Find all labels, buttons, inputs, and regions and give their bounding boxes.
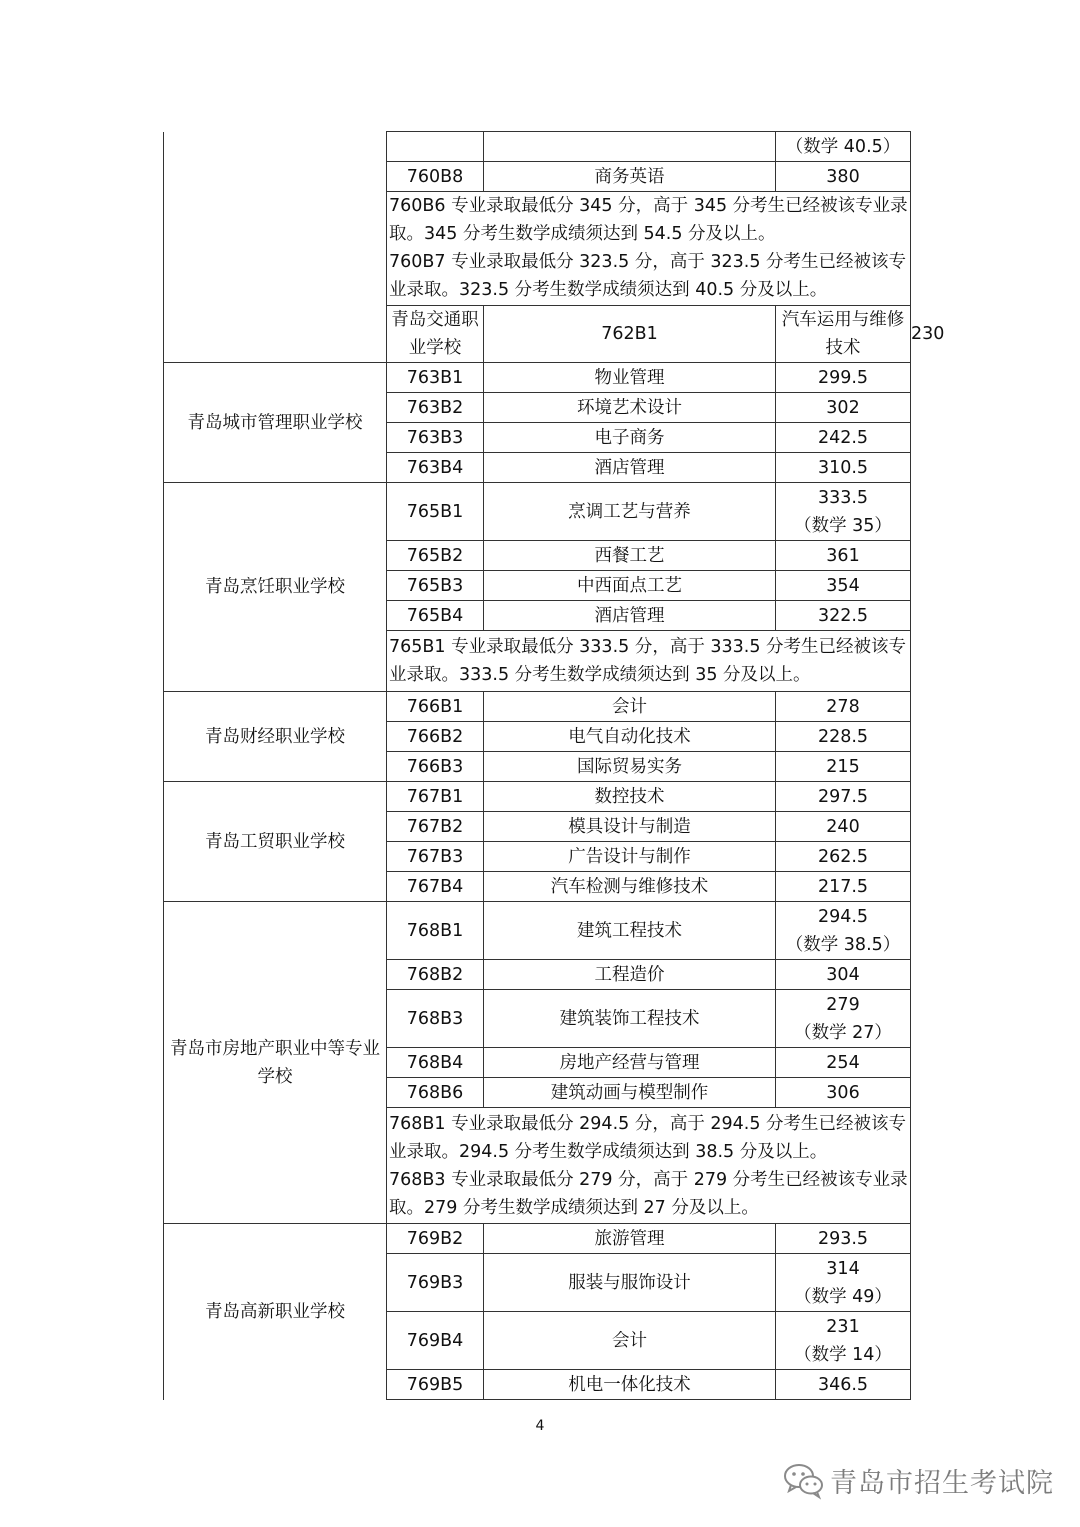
major-cell: 会计 [484,1312,776,1370]
major-cell: 西餐工艺 [484,541,776,571]
table-row [164,132,911,162]
code-cell: 763B4 [387,453,484,483]
score-cell: 278 [776,692,911,722]
score-cell: 254 [776,1048,911,1078]
score-cell: 215 [776,752,911,782]
code-cell: 768B1 [387,902,484,960]
table-row [164,902,911,960]
code-cell: 767B1 [387,782,484,812]
watermark [782,1458,1062,1502]
score-cell: 217.5 [776,872,911,902]
school-cell: 青岛市房地产职业中等专业学校 [164,902,387,1224]
score-cell: 297.5 [776,782,911,812]
table-row [164,363,911,393]
code-cell [387,132,484,162]
major-cell: 商务英语 [484,162,776,192]
score-cell: 354 [776,571,911,601]
score-cell: 322.5 [776,601,911,631]
major-cell: 国际贸易实务 [484,752,776,782]
score-cell: 310.5 [776,453,911,483]
code-cell: 763B1 [387,363,484,393]
note-text: 768B1 专业录取最低分 294.5 分，高于 294.5 分考生已经被该专业录取。294.5 分考生数学成绩须达到 38.5 分及以上。 [389,1113,907,1162]
code-cell: 763B3 [387,423,484,453]
note-cell [387,1108,911,1224]
major-cell: 汽车检测与维修技术 [484,872,776,902]
math-requirement: （数学 38.5） [785,934,901,955]
note-text: 760B6 专业录取最低分 345 分，高于 345 分考生已经被该专业录取。345 分考生数学成绩须达到 54.5 分及以上。 [389,196,908,244]
code-cell: 767B4 [387,872,484,902]
score-cell [776,1254,911,1312]
score-cell: 262.5 [776,842,911,872]
admission-score-table [163,131,945,1400]
page-number: 4 [535,1418,545,1434]
school-cell: 青岛财经职业学校 [164,692,387,782]
code-cell: 766B2 [387,722,484,752]
math-requirement: （数学 35） [794,515,892,536]
major-cell: 会计 [484,692,776,722]
score-cell: 302 [776,393,911,423]
score-cell: 228.5 [776,722,911,752]
score-value: 333.5 [817,487,869,508]
note-text: 765B1 专业录取最低分 333.5 分，高于 333.5 分考生已经被该专业录取。333.5 分考生数学成绩须达到 35 分及以上。 [389,637,907,685]
major-cell: 服装与服饰设计 [484,1254,776,1312]
major-cell: 建筑工程技术 [484,902,776,960]
school-cell: 青岛高新职业学校 [164,1224,387,1400]
major-cell: 机电一体化技术 [484,1370,776,1400]
table-row: 青岛交通职业学校 762B1 汽车运用与维修技术 230 [164,306,911,363]
score-cell: 380 [776,162,911,192]
code-cell: 768B6 [387,1078,484,1108]
score-value: 294.5 [817,906,869,927]
code-cell: 765B2 [387,541,484,571]
score-cell [776,132,911,162]
code-cell: 768B2 [387,960,484,990]
code-cell: 769B5 [387,1370,484,1400]
code-cell: 768B3 [387,990,484,1048]
wechat-icon [782,1460,826,1500]
score-cell [776,483,911,541]
major-cell: 酒店管理 [484,601,776,631]
score-cell: 293.5 [776,1224,911,1254]
math-requirement: （数学 49） [794,1286,892,1307]
note-text: 760B7 专业录取最低分 323.5 分，高于 323.5 分考生已经被该专业录取。323.5 分考生数学成绩须达到 40.5 分及以上。 [389,252,907,300]
major-cell: 旅游管理 [484,1224,776,1254]
school-cell: 青岛烹饪职业学校 [164,483,387,692]
code-cell: 769B4 [387,1312,484,1370]
score-value: 231 [826,1316,860,1337]
major-cell [484,132,776,162]
code-cell: 763B2 [387,393,484,423]
major-cell: 广告设计与制作 [484,842,776,872]
major-cell: 模具设计与制造 [484,812,776,842]
math-requirement: （数学 40.5） [785,136,901,157]
code-cell: 766B3 [387,752,484,782]
major-cell: 烹调工艺与营养 [484,483,776,541]
school-cell: 青岛城市管理职业学校 [164,363,387,483]
code-cell: 767B2 [387,812,484,842]
major-cell: 酒店管理 [484,453,776,483]
code-cell: 766B1 [387,692,484,722]
table-row [164,692,911,722]
score-cell: 242.5 [776,423,911,453]
major-cell: 建筑装饰工程技术 [484,990,776,1048]
code-cell: 769B3 [387,1254,484,1312]
school-cell: 青岛交通职业学校 [387,306,484,363]
score-value: 279 [826,994,860,1015]
score-cell [776,1312,911,1370]
score-cell: 304 [776,960,911,990]
table-row [164,483,911,541]
major-cell: 数控技术 [484,782,776,812]
code-cell: 760B8 [387,162,484,192]
code-cell: 769B2 [387,1224,484,1254]
score-cell: 240 [776,812,911,842]
major-cell: 物业管理 [484,363,776,393]
major-cell: 环境艺术设计 [484,393,776,423]
code-cell: 767B3 [387,842,484,872]
score-cell [776,990,911,1048]
major-cell: 中西面点工艺 [484,571,776,601]
score-cell: 361 [776,541,911,571]
score-cell [776,902,911,960]
school-cell [164,132,387,363]
note-cell [387,631,911,692]
score-value: 314 [826,1258,860,1279]
table-row [164,782,911,812]
score-cell: 306 [776,1078,911,1108]
major-cell: 电子商务 [484,423,776,453]
math-requirement: （数学 27） [794,1022,892,1043]
code-cell: 765B4 [387,601,484,631]
major-cell: 房地产经营与管理 [484,1048,776,1078]
major-cell: 电气自动化技术 [484,722,776,752]
table-row [164,1224,911,1254]
score-cell: 299.5 [776,363,911,393]
major-cell: 汽车运用与维修技术 [776,306,911,363]
code-cell: 768B4 [387,1048,484,1078]
math-requirement: （数学 14） [794,1344,892,1365]
note-cell [387,192,911,306]
note-text: 768B3 专业录取最低分 279 分，高于 279 分考生已经被该专业录取。279 分考生数学成绩须达到 27 分及以上。 [389,1169,908,1218]
school-cell: 青岛工贸职业学校 [164,782,387,902]
code-cell: 765B3 [387,571,484,601]
score-cell: 346.5 [776,1370,911,1400]
major-cell: 建筑动画与模型制作 [484,1078,776,1108]
code-cell: 762B1 [484,306,776,363]
major-cell: 工程造价 [484,960,776,990]
watermark-text: 青岛市招生考试院 [830,1467,1054,1499]
code-cell: 765B1 [387,483,484,541]
